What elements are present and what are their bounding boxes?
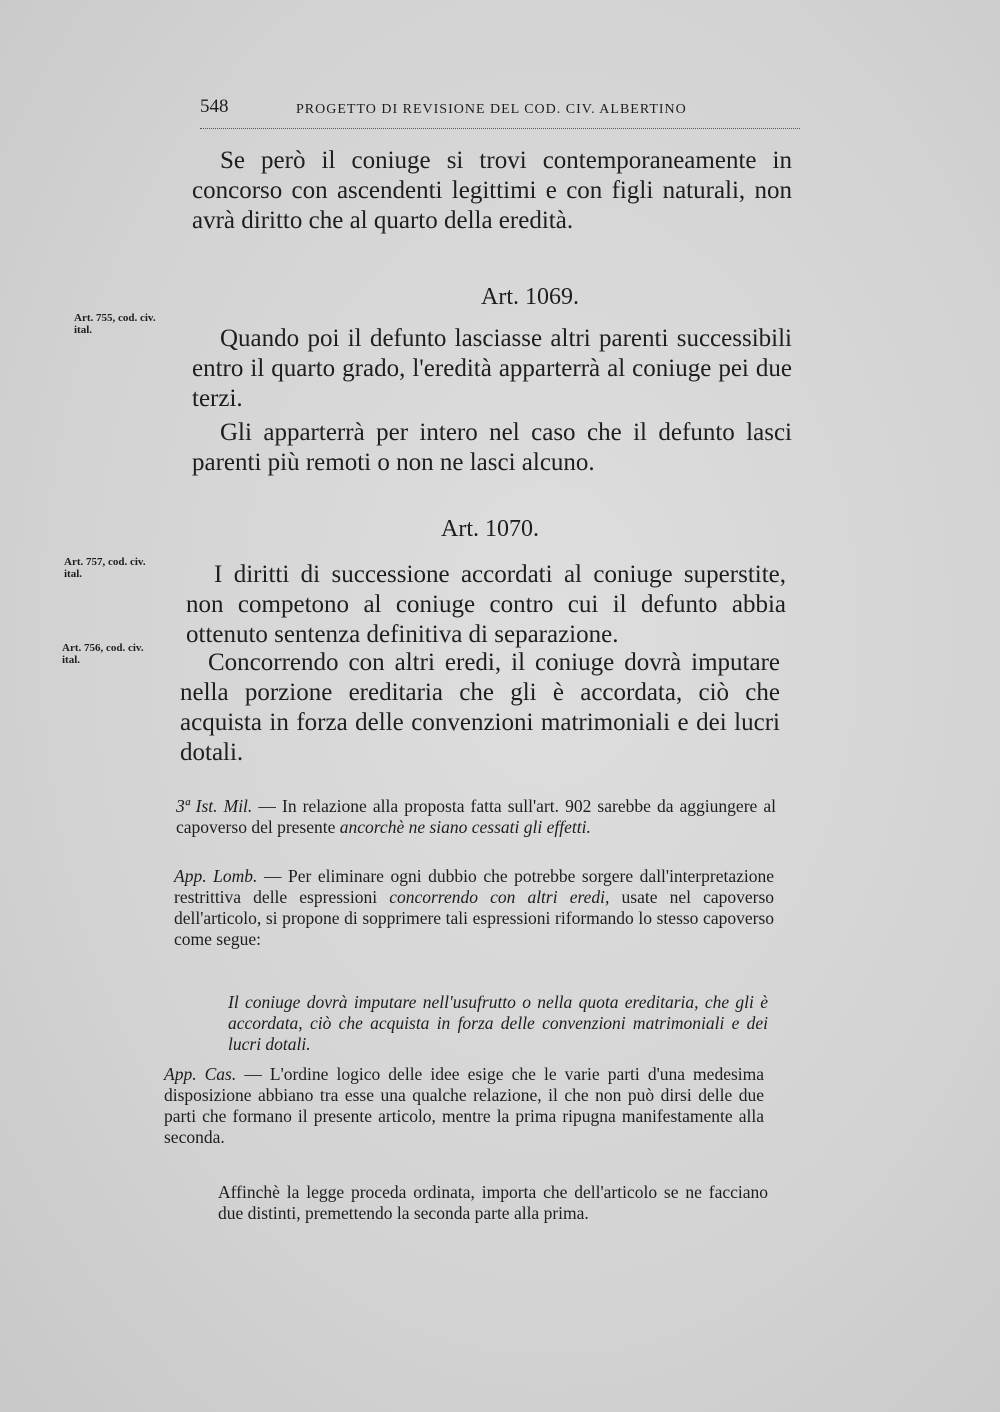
article-1069-heading: Art. 1069.: [481, 284, 579, 310]
note-app-lomb: [174, 866, 774, 950]
paragraph-1069-second: Gli apparterrà per intero nel caso che il defunto lasci parenti più remoti o non ne lasci alcuno.: [192, 419, 792, 476]
page-header: [200, 96, 800, 129]
margin-ref-art-756: Art. 756, cod. civ. ital.: [62, 642, 144, 666]
note-app-lomb-italic: concorrendo con altri eredi,: [389, 887, 610, 907]
note-app-cas: [164, 1064, 764, 1148]
note-app-cas-text: — L'ordine logico delle idee esige che le varie parti d'una medesima disposizione abbiano tra esse una qualche relazione, il che non può dirsi delle due parti che formano il presente articolo, mentre la prima ripugna manifestamente alla seconda.: [164, 1064, 765, 1147]
page-number: 548: [200, 96, 229, 117]
note-app-lomb-text2: usate nel capoverso dell'articolo, si propone di sopprimere tali espressioni riformando lo stesso capoverso come segue:: [174, 887, 775, 949]
paragraph-1070-first: I diritti di successione accordati al coniuge superstite, non competono al coniuge contro cui il defunto abbia ottenuto sentenza definitiva di separazione.: [186, 561, 786, 648]
note-ist-mil-label: 3ª Ist. Mil.: [176, 796, 253, 816]
margin-ref-art-755: Art. 755, cod. civ. ital.: [74, 312, 156, 336]
note-app-cas-second: Affinchè la legge proceda ordinata, importa che dell'articolo se ne facciano due distinti, premettendo la seconda parte alla prima.: [218, 1182, 768, 1223]
note-app-lomb-quote: Il coniuge dovrà imputare nell'usufrutto o nella quota ereditaria, che gli è accordata, ciò che acquista in forza delle convenzioni matrimoniali e dei lucri dotali.: [228, 992, 768, 1054]
note-app-lomb-text1: — Per eliminare ogni dubbio che potrebbe sorgere dall'interpretazione restrittiva delle espressioni: [174, 866, 775, 907]
paragraph-1069-first: Quando poi il defunto lasciasse altri parenti successibili entro il quarto grado, l'eredità apparterrà al coniuge pei due terzi.: [192, 325, 792, 412]
note-ist-mil: [176, 796, 776, 838]
note-app-cas-label: App. Cas.: [164, 1064, 237, 1084]
running-title: PROGETTO DI REVISIONE DEL COD. CIV. ALBERTINO: [296, 102, 687, 117]
paragraph-intro: Se però il coniuge si trovi contemporaneamente in concorso con ascendenti legittimi e con figli naturali, non avrà diritto che al quarto della eredità.: [192, 147, 792, 234]
paragraph-1070-second: Concorrendo con altri eredi, il coniuge dovrà imputare nella porzione ereditaria che gli è accordata, ciò che acquista in forza delle convenzioni matrimoniali e dei lucri dotali.: [180, 649, 780, 766]
note-app-lomb-label: App. Lomb.: [174, 866, 258, 886]
article-1070-heading: Art. 1070.: [441, 516, 539, 542]
note-ist-mil-text: — In relazione alla proposta fatta sull'art. 902 sarebbe da aggiungere al capoverso del presente: [176, 796, 776, 837]
margin-ref-art-757: Art. 757, cod. civ. ital.: [64, 556, 146, 580]
note-ist-mil-italic: ancorchè ne siano cessati gli effetti.: [339, 817, 591, 837]
